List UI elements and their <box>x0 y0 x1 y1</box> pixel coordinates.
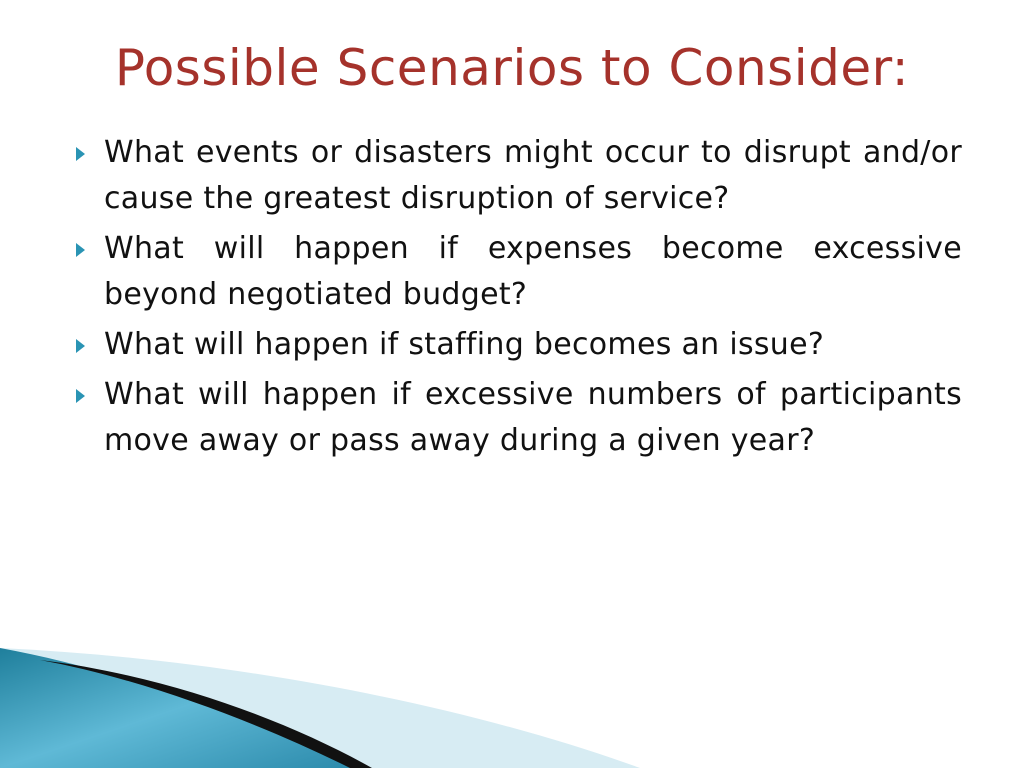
bullet-text: What events or disasters might occur to disrupt and/or cause the greatest disruption of service? <box>104 135 962 216</box>
slide-title: Possible Scenarios to Consider: <box>114 39 910 97</box>
bullet-text: What will happen if expenses become excessive beyond negotiated budget? <box>104 231 962 312</box>
bullet-text: What will happen if excessive numbers of participants move away or pass away during a given year? <box>104 377 962 458</box>
bullet-text: What will happen if staffing becomes an issue? <box>104 327 825 362</box>
